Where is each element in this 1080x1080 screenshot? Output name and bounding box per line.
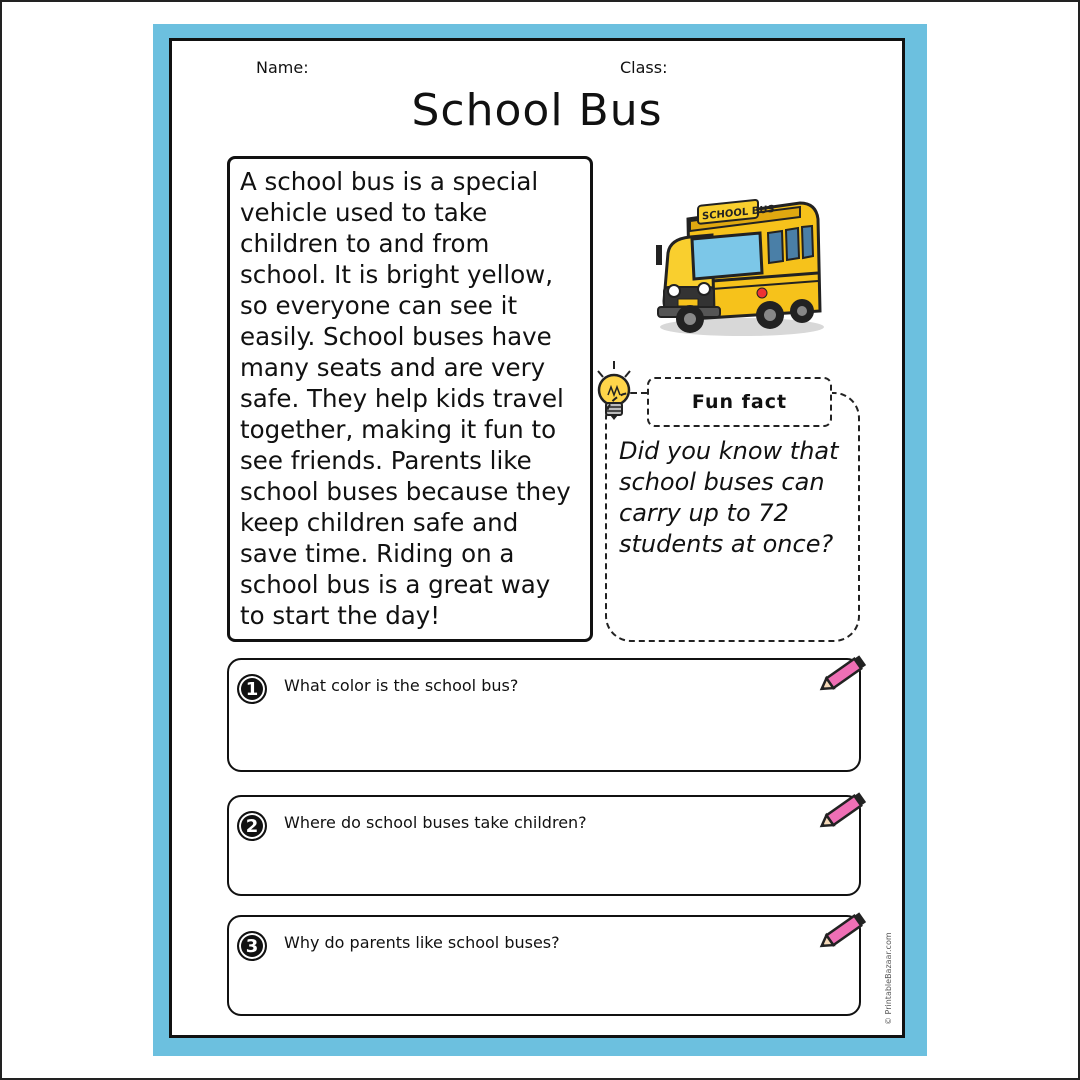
fun-fact-text: Did you know that school buses can carry up to 72 students at once? — [619, 437, 839, 558]
reading-passage-box — [227, 156, 593, 642]
question-text-2: Where do school buses take children? — [284, 813, 587, 832]
reading-passage: A school bus is a special vehicle used to take children to and from school. It is bright yellow, so everyone can see it easily. School buses have many seats and are very safe. They help kids travel together, making it fun to see friends. Parents like school buses because they keep children safe and save time. Riding on a school bus is a great way to start the day! — [240, 167, 571, 630]
question-number-3: 3 — [237, 931, 267, 961]
question-text-1: What color is the school bus? — [284, 676, 519, 695]
school-bus-icon — [650, 181, 830, 341]
worksheet-page — [169, 38, 905, 1038]
question-box-1[interactable] — [227, 658, 861, 772]
question-box-2[interactable] — [227, 795, 861, 896]
question-number-2: 2 — [237, 811, 267, 841]
question-box-3[interactable] — [227, 915, 861, 1016]
pencil-icon — [815, 907, 871, 955]
bus-sign-text: SCHOOL BUS — [702, 203, 775, 223]
pencil-icon — [815, 650, 871, 698]
fun-fact-heading: Fun fact — [647, 377, 832, 427]
pencil-icon — [815, 787, 871, 835]
class-label: Class: — [620, 58, 668, 77]
question-text-3: Why do parents like school buses? — [284, 933, 560, 952]
worksheet-border — [153, 24, 927, 1056]
name-label: Name: — [256, 58, 309, 77]
credit-text: © PrintableBazaar.com — [884, 932, 893, 1025]
question-number-1: 1 — [237, 674, 267, 704]
page-title: School Bus — [411, 85, 663, 136]
